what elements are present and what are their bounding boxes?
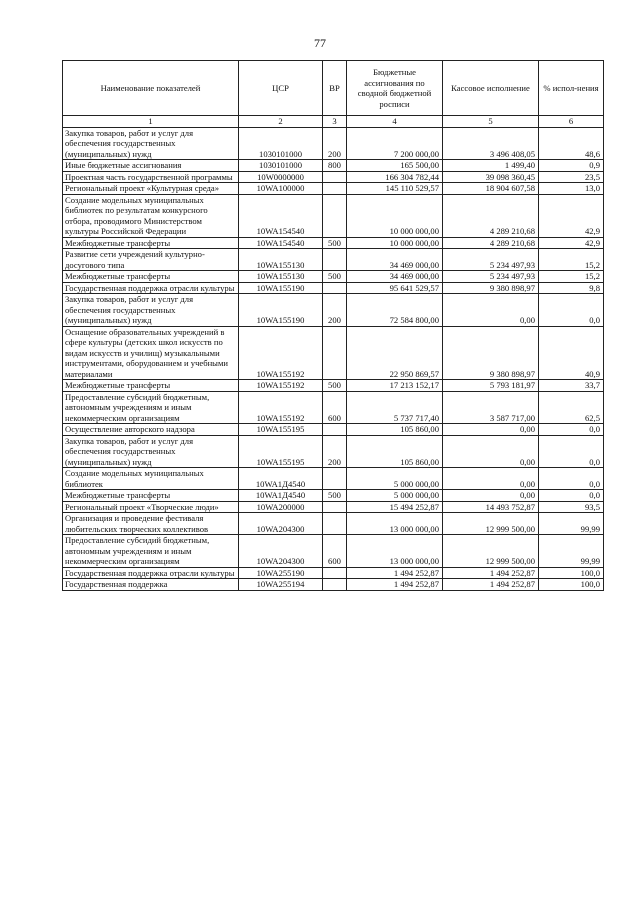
row-vr: 500 [323,380,347,392]
row-execution: 1 499,40 [443,160,539,172]
row-percent: 100,0 [539,567,604,579]
row-csr: 10WA155195 [239,424,323,436]
table-row [63,271,604,283]
col-number: 6 [539,116,604,128]
row-vr: 800 [323,160,347,172]
row-percent: 42,9 [539,237,604,249]
row-budget: 13 000 000,00 [347,513,443,535]
row-name: Региональный проект «Творческие люди» [63,501,239,513]
row-name: Региональный проект «Культурная среда» [63,183,239,195]
row-budget: 34 469 000,00 [347,271,443,283]
row-vr: 600 [323,391,347,424]
table-row [63,160,604,172]
row-name: Развитие сети учреждений культурно-досугового типа [63,249,239,271]
row-vr [323,513,347,535]
header-percent: % испол-нения [539,61,604,116]
row-execution: 5 234 497,93 [443,271,539,283]
row-vr: 500 [323,490,347,502]
table-row [63,294,604,327]
row-percent: 33,7 [539,380,604,392]
row-csr: 1030101000 [239,127,323,160]
row-budget: 105 860,00 [347,424,443,436]
row-vr [323,183,347,195]
row-csr: 10WA155195 [239,435,323,468]
row-execution: 18 904 607,58 [443,183,539,195]
table-row [63,490,604,502]
row-csr: 10WA255190 [239,567,323,579]
header-name: Наименование показателей [63,61,239,116]
row-budget: 34 469 000,00 [347,249,443,271]
row-vr [323,567,347,579]
row-execution: 0,00 [443,490,539,502]
row-vr [323,468,347,490]
table-row [63,567,604,579]
row-budget: 95 641 529,57 [347,282,443,294]
row-csr: 10WA155130 [239,249,323,271]
table-row [63,424,604,436]
row-execution: 0,00 [443,294,539,327]
row-execution: 9 380 898,97 [443,282,539,294]
row-budget: 10 000 000,00 [347,194,443,237]
row-csr: 1030101000 [239,160,323,172]
col-number: 5 [443,116,539,128]
row-execution: 0,00 [443,468,539,490]
row-name: Предоставление субсидий бюджетным, автономным учреждениям и иным некоммерческим организациям [63,391,239,424]
row-execution: 0,00 [443,424,539,436]
row-csr: 10WA155190 [239,294,323,327]
row-execution: 12 999 500,00 [443,513,539,535]
row-name: Оснащение образовательных учреждений в сфере культуры (детских школ искусств по видам искусств и училищ) музыкальными инструментами, оборудованием и учебными материалами [63,326,239,380]
col-number: 4 [347,116,443,128]
row-execution: 4 289 210,68 [443,194,539,237]
row-csr: 10WA155190 [239,282,323,294]
row-name: Межбюджетные трансферты [63,380,239,392]
row-percent: 9,8 [539,282,604,294]
row-percent: 42,9 [539,194,604,237]
row-vr [323,579,347,591]
row-vr [323,326,347,380]
col-number: 2 [239,116,323,128]
row-percent: 15,2 [539,271,604,283]
row-execution: 3 587 717,00 [443,391,539,424]
row-name: Государственная поддержка отрасли культуры [63,567,239,579]
row-vr: 500 [323,271,347,283]
budget-table [62,60,604,591]
row-name: Межбюджетные трансферты [63,490,239,502]
row-budget: 165 500,00 [347,160,443,172]
row-percent: 40,9 [539,326,604,380]
row-name: Закупка товаров, работ и услуг для обеспечения государственных (муниципальных) нужд [63,435,239,468]
row-percent: 100,0 [539,579,604,591]
row-csr: 10WA155192 [239,326,323,380]
row-execution: 12 999 500,00 [443,535,539,568]
row-budget: 17 213 152,17 [347,380,443,392]
row-csr: 10WA255194 [239,579,323,591]
row-percent: 13,0 [539,183,604,195]
row-vr [323,501,347,513]
row-percent: 93,5 [539,501,604,513]
row-budget: 5 000 000,00 [347,490,443,502]
row-budget: 72 584 800,00 [347,294,443,327]
table-row [63,282,604,294]
row-vr: 200 [323,294,347,327]
row-csr: 10W0000000 [239,171,323,183]
row-vr: 500 [323,237,347,249]
row-percent: 0,0 [539,294,604,327]
table-row [63,127,604,160]
table-row [63,194,604,237]
col-number: 3 [323,116,347,128]
row-execution: 3 496 408,05 [443,127,539,160]
row-csr: 10WA155192 [239,380,323,392]
row-vr: 200 [323,435,347,468]
row-percent: 0,0 [539,435,604,468]
table-row [63,513,604,535]
row-percent: 23,5 [539,171,604,183]
row-name: Государственная поддержка отрасли культуры [63,282,239,294]
row-name: Закупка товаров, работ и услуг для обеспечения государственных (муниципальных) нужд [63,127,239,160]
row-percent: 48,6 [539,127,604,160]
row-budget: 10 000 000,00 [347,237,443,249]
row-execution: 5 234 497,93 [443,249,539,271]
row-percent: 62,5 [539,391,604,424]
table-row [63,579,604,591]
row-vr [323,249,347,271]
row-budget: 166 304 782,44 [347,171,443,183]
row-execution: 4 289 210,68 [443,237,539,249]
row-vr [323,424,347,436]
row-budget: 7 200 000,00 [347,127,443,160]
row-name: Проектная часть государственной программы [63,171,239,183]
row-name: Создание модельных муниципальных библиотек [63,468,239,490]
table-row [63,391,604,424]
row-vr: 600 [323,535,347,568]
header-budget: Бюджетные ассигнования по сводной бюджетной росписи [347,61,443,116]
row-execution: 9 380 898,97 [443,326,539,380]
row-name: Создание модельных муниципальных библиотек по результатам конкурсного отбора, проводимого Министерством культуры Российской Федерации [63,194,239,237]
row-budget: 1 494 252,87 [347,579,443,591]
row-percent: 0,9 [539,160,604,172]
table-row [63,326,604,380]
page-number: 77 [314,36,326,50]
row-execution: 39 098 360,45 [443,171,539,183]
row-vr [323,282,347,294]
row-name: Закупка товаров, работ и услуг для обеспечения государственных (муниципальных) нужд [63,294,239,327]
row-vr: 200 [323,127,347,160]
row-name: Иные бюджетные ассигнования [63,160,239,172]
row-percent: 99,99 [539,535,604,568]
row-execution: 1 494 252,87 [443,567,539,579]
row-percent: 99,99 [539,513,604,535]
row-budget: 105 860,00 [347,435,443,468]
row-name: Осуществление авторского надзора [63,424,239,436]
row-execution: 0,00 [443,435,539,468]
header-csr: ЦСР [239,61,323,116]
row-name: Организация и проведение фестиваля любительских творческих коллективов [63,513,239,535]
row-budget: 5 000 000,00 [347,468,443,490]
row-name: Межбюджетные трансферты [63,237,239,249]
table-row [63,183,604,195]
row-name: Предоставление субсидий бюджетным, автономным учреждениям и иным некоммерческим организациям [63,535,239,568]
table-row [63,171,604,183]
row-csr: 10WA200000 [239,501,323,513]
table-row [63,501,604,513]
row-vr [323,171,347,183]
row-budget: 22 950 869,57 [347,326,443,380]
row-csr: 10WA204300 [239,513,323,535]
row-csr: 10WA100000 [239,183,323,195]
row-percent: 0,0 [539,468,604,490]
row-csr: 10WA204300 [239,535,323,568]
header-execution: Кассовое исполнение [443,61,539,116]
table-row [63,237,604,249]
table-row [63,535,604,568]
row-csr: 10WA155192 [239,391,323,424]
row-vr [323,194,347,237]
row-budget: 1 494 252,87 [347,567,443,579]
table-row [63,435,604,468]
row-csr: 10WA154540 [239,194,323,237]
table-row [63,249,604,271]
row-execution: 5 793 181,97 [443,380,539,392]
row-budget: 5 737 717,40 [347,391,443,424]
row-budget: 15 494 252,87 [347,501,443,513]
row-csr: 10WA154540 [239,237,323,249]
header-vr: ВР [323,61,347,116]
table-row [63,380,604,392]
row-execution: 14 493 752,87 [443,501,539,513]
row-csr: 10WA1Д4540 [239,468,323,490]
row-name: Межбюджетные трансферты [63,271,239,283]
row-execution: 1 494 252,87 [443,579,539,591]
row-percent: 15,2 [539,249,604,271]
col-number: 1 [63,116,239,128]
table-row [63,468,604,490]
row-percent: 0,0 [539,490,604,502]
table-body [63,127,604,590]
row-csr: 10WA155130 [239,271,323,283]
row-budget: 145 110 529,57 [347,183,443,195]
row-percent: 0,0 [539,424,604,436]
column-number-row [63,116,604,128]
row-name: Государственная поддержка [63,579,239,591]
table-header-row [63,61,604,116]
row-budget: 13 000 000,00 [347,535,443,568]
row-csr: 10WA1Д4540 [239,490,323,502]
